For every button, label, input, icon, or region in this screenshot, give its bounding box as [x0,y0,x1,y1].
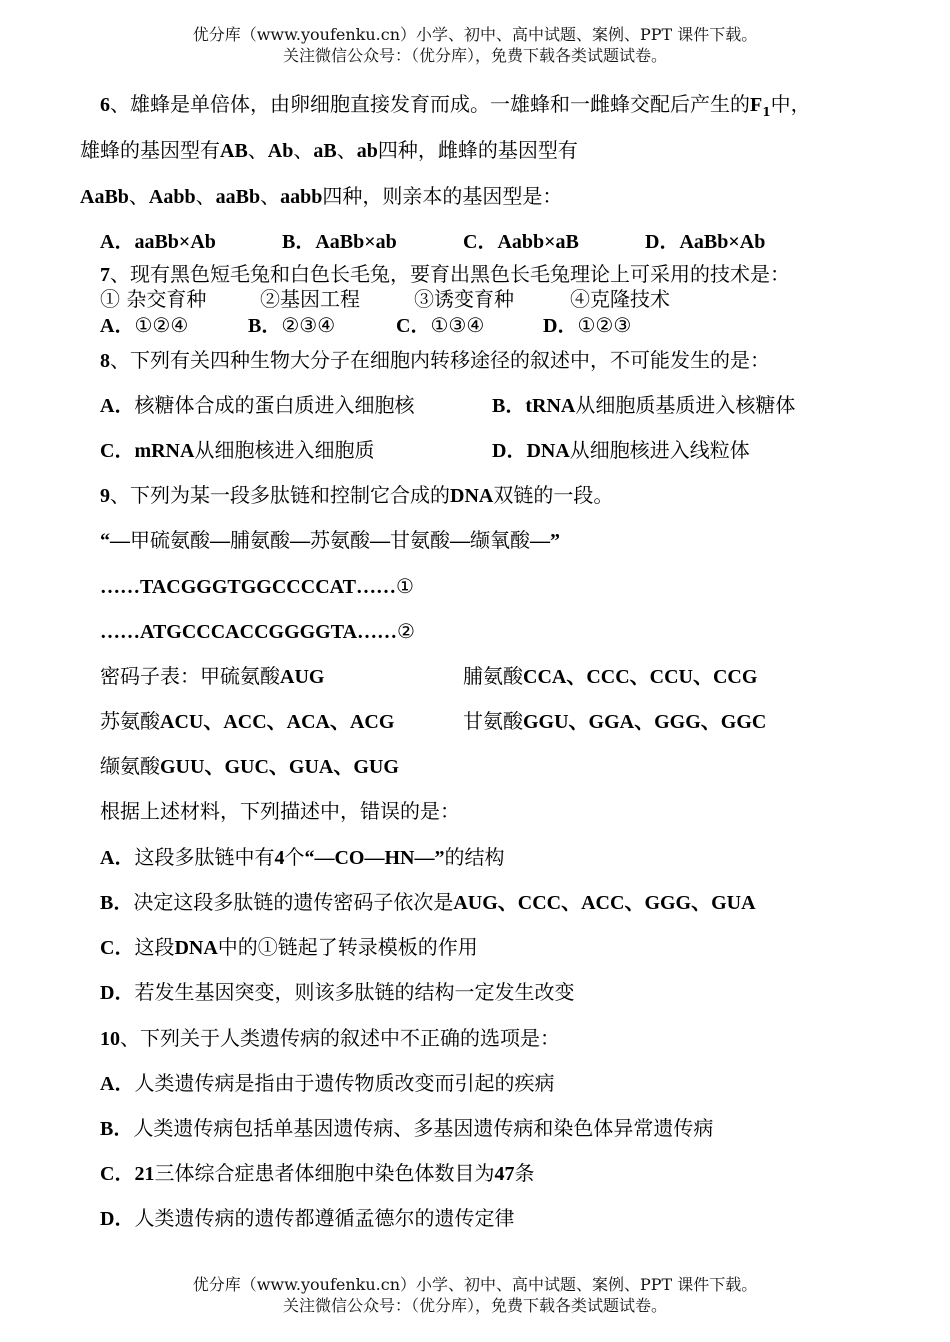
q7-tech-3: ③诱变育种 [414,287,514,311]
q7-tech-1: ① 杂交育种 [100,287,207,311]
q9-dna-strand-1: ……TACGGGTGGCCCCAT……① [100,574,414,598]
q10-option-b[interactable]: B．人类遗传病包括单基因遗传病、多基因遗传病和染色体异常遗传病 [100,1116,714,1140]
q6-option-c[interactable]: C．Aabb×aB [463,231,579,253]
footer-line-1: 优分库（www.youfenku.cn）小学、初中、高中试题、案例、PPT 课件下载。 [192,1275,758,1294]
footer-line-2: 关注微信公众号：（优分库），免费下载各类试题试卷。 [282,1296,667,1315]
q9-codon-val: 缬氨酸GUU、GUC、GUA、GUG [100,754,399,778]
q9-codon-pro: 脯氨酸CCA、CCC、CCU、CCG [463,664,758,688]
header-line-2: 关注微信公众号：（优分库），免费下载各类试题试卷。 [282,46,667,65]
q7-option-c[interactable]: C．①③④ [396,313,485,337]
q9-dna-strand-2: ……ATGCCCACCGGGGTA……② [100,619,415,643]
q7-tech-2: ②基因工程 [260,287,360,311]
q8-number: 8 [100,350,110,372]
q10-option-c[interactable]: C．21三体综合症患者体细胞中染色体数目为47条 [100,1161,535,1185]
q8-option-b[interactable]: B．tRNA从细胞质基质进入核糖体 [492,393,796,417]
q6-option-d[interactable]: D．AaBb×Ab [645,231,766,253]
q9-ask: 根据上述材料，下列描述中，错误的是： [100,799,460,823]
q7-option-a[interactable]: A．①②④ [100,313,189,337]
q6-number: 6 [100,94,110,116]
q6-stem-line-2: 雄蜂的基因型有AB、Ab、aB、ab四种，雌蜂的基因型有 [80,138,578,162]
q9-peptide-chain: “—甲硫氨酸—脯氨酸—苏氨酸—甘氨酸—缬氧酸—” [100,528,560,552]
q7-tech-4: ④克隆技术 [570,287,670,311]
q7-option-b[interactable]: B．②③④ [248,313,336,337]
q9-number: 9 [100,485,110,507]
q9-codon-met: 密码子表：甲硫氨酸AUG [100,664,325,688]
q10-stem: 10、下列关于人类遗传病的叙述中不正确的选项是： [100,1026,560,1050]
q9-codon-thr: 苏氨酸ACU、ACC、ACA、ACG [100,709,395,733]
q8-option-c[interactable]: C．mRNA从细胞核进入细胞质 [100,438,375,462]
q8-stem: 8、下列有关四种生物大分子在细胞内转移途径的叙述中，不可能发生的是： [100,348,770,372]
page-footer [0,1274,950,1316]
q9-codon-gly: 甘氨酸GGU、GGA、GGG、GGC [463,709,767,733]
q6-stem-line-1: 6、雄蜂是单倍体，由卵细胞直接发育而成。一雄蜂和一雌蜂交配后产生的$F_1$中， [100,92,811,119]
q9-option-b[interactable]: B．决定这段多肽链的遗传密码子依次是AUG、CCC、ACC、GGG、GUA [100,890,756,914]
q7-option-d[interactable]: D．①②③ [543,313,632,337]
q8-option-a[interactable]: A．核糖体合成的蛋白质进入细胞核 [100,393,415,417]
q8-option-d[interactable]: D．DNA从细胞核进入线粒体 [492,438,750,462]
q9-stem: 9、下列为某一段多肽链和控制它合成的DNA双链的一段。 [100,483,614,507]
q9-option-a[interactable]: A．这段多肽链中有4个“—CO—HN—”的结构 [100,845,505,869]
page-header [0,24,950,66]
q6-option-b[interactable]: B．AaBb×ab [282,231,397,253]
header-line-1: 优分库（www.youfenku.cn）小学、初中、高中试题、案例、PPT 课件下载。 [192,25,758,44]
q10-option-a[interactable]: A．人类遗传病是指由于遗传物质改变而引起的疾病 [100,1071,555,1095]
q6-option-a[interactable]: A．aaBb×Ab [100,231,216,253]
q10-number: 10 [100,1028,120,1050]
q9-option-c[interactable]: C．这段DNA中的①链起了转录模板的作用 [100,935,478,959]
q9-option-d[interactable]: D．若发生基因突变，则该多肽链的结构一定发生改变 [100,980,575,1004]
q6-stem-line-3: AaBb、Aabb、aaBb、aabb四种，则亲本的基因型是： [80,184,563,208]
q7-stem: 7、现有黑色短毛兔和白色长毛兔，要育出黑色长毛兔理论上可采用的技术是： [100,262,790,286]
q7-number: 7 [100,264,110,286]
q10-option-d[interactable]: D．人类遗传病的遗传都遵循孟德尔的遗传定律 [100,1206,515,1230]
